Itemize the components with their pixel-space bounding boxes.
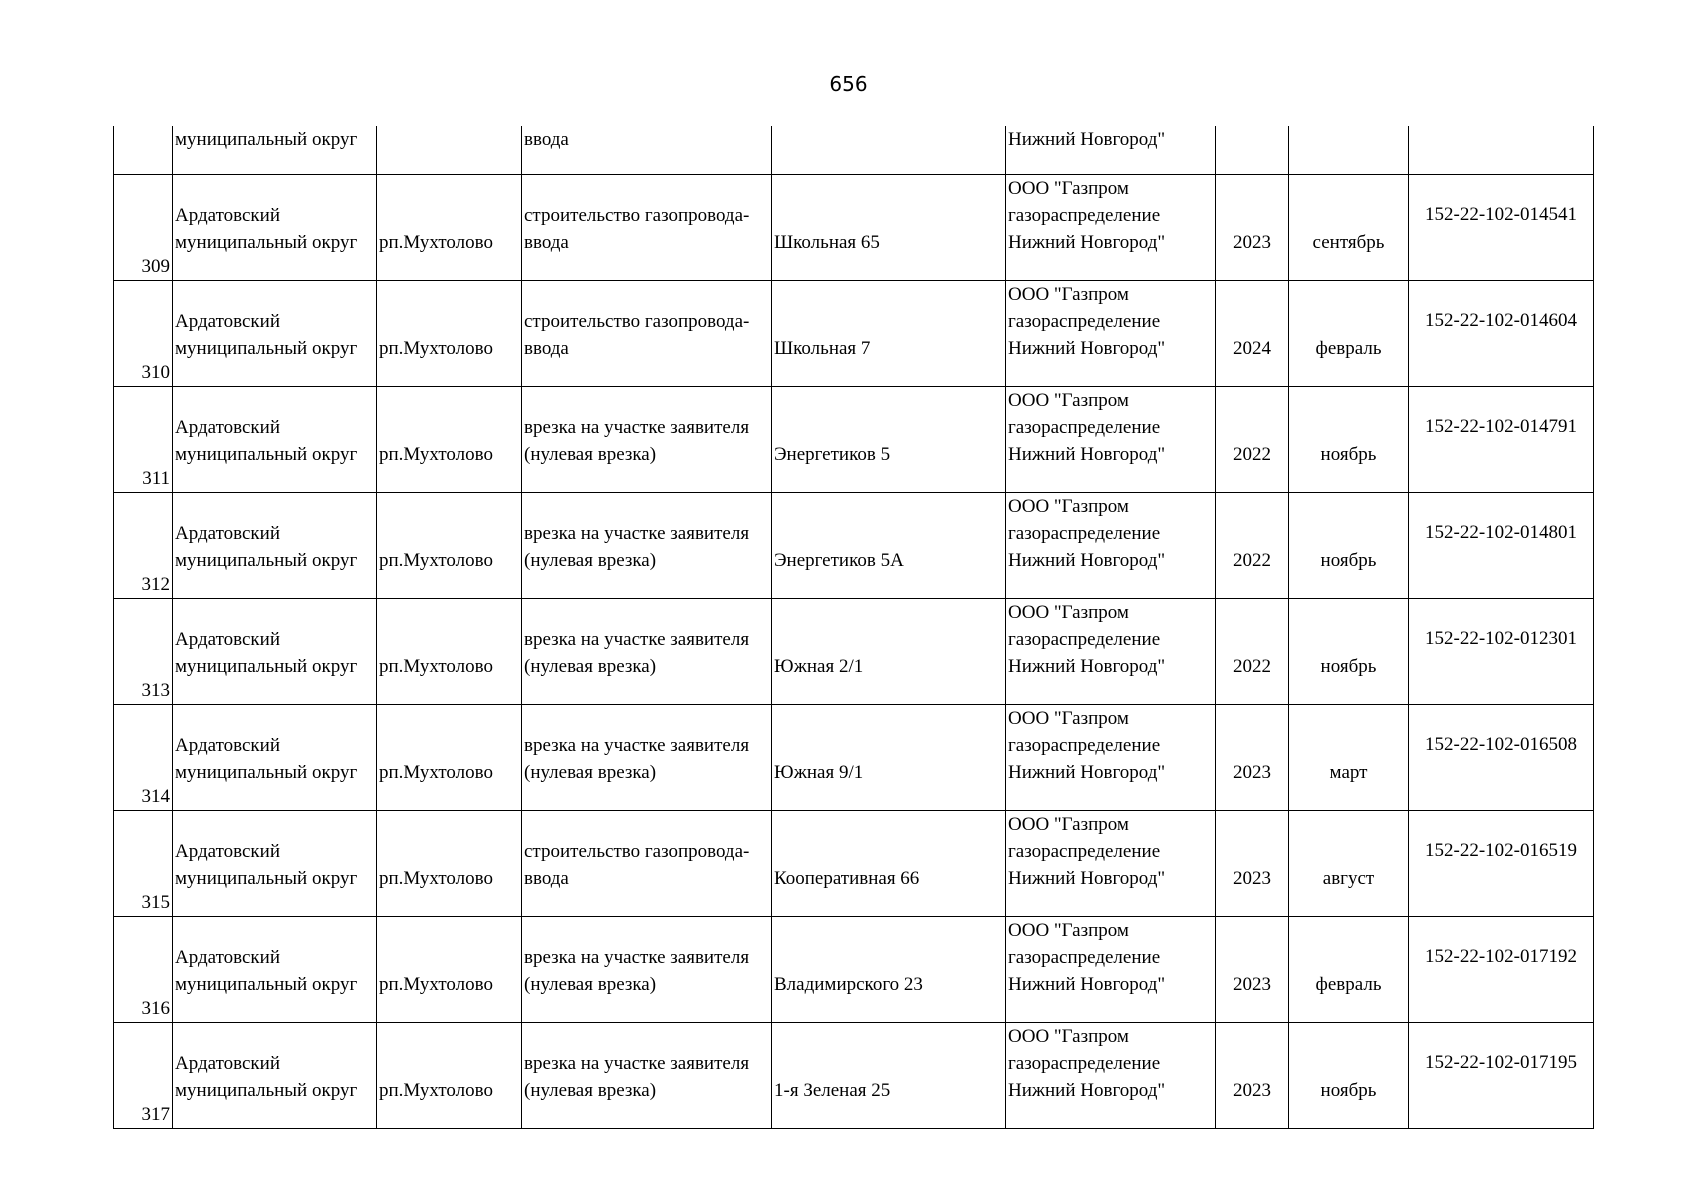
- address-text: Школьная 7: [774, 338, 871, 359]
- month-text: февраль: [1315, 974, 1382, 995]
- cell-code: [1409, 387, 1594, 493]
- code-text: 152-22-102-014604: [1425, 310, 1577, 331]
- cell-address: [772, 599, 1006, 705]
- organization-line: газораспределение: [1008, 629, 1161, 650]
- cell-address: [772, 126, 1006, 175]
- cell-code: [1409, 599, 1594, 705]
- year-text: 2023: [1233, 868, 1271, 889]
- cell-number: [114, 811, 173, 917]
- cell-district: [173, 281, 377, 387]
- work-type-line: строительство газопровода-: [524, 311, 750, 332]
- district-line: муниципальный округ: [175, 232, 358, 253]
- cell-work-type: [522, 493, 772, 599]
- district-line: муниципальный округ: [175, 762, 358, 783]
- cell-work-type: [522, 1023, 772, 1129]
- organization-line: газораспределение: [1008, 311, 1161, 332]
- cell-work-type: ввода: [522, 126, 772, 175]
- cell-month: [1289, 126, 1409, 175]
- year-text: 2024: [1233, 338, 1271, 359]
- row-number: 313: [141, 680, 170, 701]
- address-text: Владимирского 23: [774, 974, 923, 995]
- cell-district: [173, 387, 377, 493]
- row-number: 314: [141, 786, 170, 807]
- cell-code: [1409, 175, 1594, 281]
- month-text: февраль: [1315, 338, 1382, 359]
- cell-work-type: [522, 599, 772, 705]
- district-line: муниципальный округ: [175, 550, 358, 571]
- address-text: Кооперативная 66: [774, 868, 920, 889]
- year-text: 2023: [1233, 232, 1271, 253]
- cell-number: [114, 599, 173, 705]
- year-text: 2022: [1233, 444, 1271, 465]
- table-row: [114, 175, 1594, 281]
- district-line: Ардатовский: [175, 417, 280, 438]
- month-text: ноябрь: [1320, 1080, 1377, 1101]
- page-number: 656: [829, 72, 868, 96]
- district-line: Ардатовский: [175, 947, 280, 968]
- cell-number: [114, 705, 173, 811]
- table-row: [114, 1023, 1594, 1129]
- work-type-line: (нулевая врезка): [524, 762, 657, 783]
- cell-organization: Нижний Новгород": [1006, 126, 1216, 175]
- organization-line: ООО "Газпром: [1008, 920, 1129, 941]
- organization-line: ООО "Газпром: [1008, 496, 1129, 517]
- cell-year: [1216, 175, 1289, 281]
- cell-locality: [377, 493, 522, 599]
- cell-year: [1216, 705, 1289, 811]
- year-text: 2022: [1233, 656, 1271, 677]
- cell-code: [1409, 493, 1594, 599]
- locality-text: рп.Мухтолово: [379, 232, 493, 253]
- data-table: [113, 126, 1594, 1129]
- organization-line: газораспределение: [1008, 1053, 1161, 1074]
- locality-text: рп.Мухтолово: [379, 974, 493, 995]
- cell-address: [772, 493, 1006, 599]
- month-text: ноябрь: [1320, 656, 1377, 677]
- work-type-line: врезка на участке заявителя: [524, 523, 750, 544]
- cell-work-type: [522, 811, 772, 917]
- table-body: [114, 126, 1594, 1129]
- address-text: Энергетиков 5А: [774, 550, 904, 571]
- cell-work-type: [522, 705, 772, 811]
- cell-locality: [377, 811, 522, 917]
- cell-month: [1289, 917, 1409, 1023]
- cell-year: [1216, 1023, 1289, 1129]
- row-number: 312: [141, 574, 170, 595]
- cell-code: [1409, 126, 1594, 175]
- cell-year: [1216, 387, 1289, 493]
- code-text: 152-22-102-014801: [1425, 522, 1577, 543]
- cell-address: [772, 175, 1006, 281]
- code-text: 152-22-102-012301: [1425, 628, 1577, 649]
- organization-line: газораспределение: [1008, 947, 1161, 968]
- organization-line: Нижний Новгород": [1008, 656, 1166, 677]
- cell-address: [772, 705, 1006, 811]
- year-text: 2023: [1233, 1080, 1271, 1101]
- district-line: муниципальный округ: [175, 338, 358, 359]
- cell-number: [114, 281, 173, 387]
- cell-number: [114, 493, 173, 599]
- code-text: 152-22-102-014791: [1425, 416, 1577, 437]
- code-text: 152-22-102-016519: [1425, 840, 1577, 861]
- cell-month: [1289, 175, 1409, 281]
- table-row-continuation: [114, 126, 1594, 175]
- cell-work-type: [522, 387, 772, 493]
- year-text: 2022: [1233, 550, 1271, 571]
- cell-year: [1216, 281, 1289, 387]
- cell-locality: [377, 917, 522, 1023]
- locality-text: рп.Мухтолово: [379, 656, 493, 677]
- month-text: март: [1329, 762, 1368, 783]
- cell-year: [1216, 493, 1289, 599]
- cell-locality: [377, 599, 522, 705]
- work-type-line: врезка на участке заявителя: [524, 735, 750, 756]
- cell-number: [114, 917, 173, 1023]
- cell-address: [772, 281, 1006, 387]
- year-text: 2023: [1233, 762, 1271, 783]
- address-text: Южная 2/1: [774, 656, 864, 677]
- work-type-line: врезка на участке заявителя: [524, 629, 750, 650]
- district-line: муниципальный округ: [175, 1080, 358, 1101]
- code-text: 152-22-102-016508: [1425, 734, 1577, 755]
- work-type-line: (нулевая врезка): [524, 656, 657, 677]
- cell-organization: [1006, 1023, 1216, 1129]
- cell-number: [114, 126, 173, 175]
- district-line: муниципальный округ: [175, 868, 358, 889]
- district-line: Ардатовский: [175, 205, 280, 226]
- month-text: ноябрь: [1320, 550, 1377, 571]
- cell-organization: [1006, 493, 1216, 599]
- cell-district: [173, 917, 377, 1023]
- locality-text: рп.Мухтолово: [379, 868, 493, 889]
- cell-organization: [1006, 175, 1216, 281]
- cell-organization: [1006, 705, 1216, 811]
- work-type-line: ввода: [524, 338, 569, 359]
- work-type-line: строительство газопровода-: [524, 841, 750, 862]
- district-line: муниципальный округ: [175, 656, 358, 677]
- cell-locality: [377, 1023, 522, 1129]
- organization-line: Нижний Новгород": [1008, 444, 1166, 465]
- cell-organization: [1006, 917, 1216, 1023]
- cell-code: [1409, 811, 1594, 917]
- table-row: [114, 387, 1594, 493]
- row-number: 309: [141, 256, 170, 277]
- month-text: август: [1322, 868, 1375, 889]
- locality-text: рп.Мухтолово: [379, 338, 493, 359]
- cell-address: [772, 811, 1006, 917]
- cell-code: [1409, 705, 1594, 811]
- cell-district: [173, 705, 377, 811]
- organization-line: газораспределение: [1008, 523, 1161, 544]
- address-text: Южная 9/1: [774, 762, 864, 783]
- work-type-line: (нулевая врезка): [524, 550, 657, 571]
- month-text: сентябрь: [1312, 232, 1385, 253]
- table-row: [114, 917, 1594, 1023]
- table-row: [114, 811, 1594, 917]
- cell-organization: [1006, 811, 1216, 917]
- work-type-line: (нулевая врезка): [524, 444, 657, 465]
- district-line: муниципальный округ: [175, 444, 358, 465]
- organization-line: Нижний Новгород": [1008, 338, 1166, 359]
- row-number: 317: [141, 1104, 170, 1125]
- cell-locality: [377, 175, 522, 281]
- organization-line: ООО "Газпром: [1008, 390, 1129, 411]
- cell-number: [114, 1023, 173, 1129]
- cell-locality: [377, 281, 522, 387]
- organization-line: ООО "Газпром: [1008, 284, 1129, 305]
- cell-work-type: [522, 917, 772, 1023]
- cell-organization: [1006, 281, 1216, 387]
- district-line: Ардатовский: [175, 311, 280, 332]
- locality-text: рп.Мухтолово: [379, 444, 493, 465]
- year-text: 2023: [1233, 974, 1271, 995]
- table-row: [114, 281, 1594, 387]
- work-type-line: ввода: [524, 232, 569, 253]
- organization-line: Нижний Новгород": [1008, 974, 1166, 995]
- code-text: 152-22-102-017195: [1425, 1052, 1577, 1073]
- organization-line: газораспределение: [1008, 417, 1161, 438]
- address-text: Энергетиков 5: [774, 444, 891, 465]
- locality-text: рп.Мухтолово: [379, 1080, 493, 1101]
- organization-line: газораспределение: [1008, 735, 1161, 756]
- work-type-line: врезка на участке заявителя: [524, 947, 750, 968]
- cell-code: [1409, 1023, 1594, 1129]
- cell-district: [173, 175, 377, 281]
- month-text: ноябрь: [1320, 444, 1377, 465]
- cell-month: [1289, 705, 1409, 811]
- work-type-line: ввода: [524, 868, 569, 889]
- table-row: [114, 493, 1594, 599]
- locality-text: рп.Мухтолово: [379, 762, 493, 783]
- cell-year: [1216, 126, 1289, 175]
- cell-month: [1289, 811, 1409, 917]
- work-type-line: врезка на участке заявителя: [524, 1053, 750, 1074]
- work-type-line: строительство газопровода-: [524, 205, 750, 226]
- cell-organization: [1006, 387, 1216, 493]
- organization-line: ООО "Газпром: [1008, 814, 1129, 835]
- locality-text: рп.Мухтолово: [379, 550, 493, 571]
- address-text: 1-я Зеленая 25: [774, 1080, 891, 1101]
- organization-line: газораспределение: [1008, 841, 1161, 862]
- cell-address: [772, 1023, 1006, 1129]
- organization-line: Нижний Новгород": [1008, 550, 1166, 571]
- cell-district: [173, 599, 377, 705]
- row-number: 316: [141, 998, 170, 1019]
- organization-line: Нижний Новгород": [1008, 1080, 1166, 1101]
- cell-year: [1216, 917, 1289, 1023]
- work-type-line: (нулевая врезка): [524, 1080, 657, 1101]
- address-text: Школьная 65: [774, 232, 880, 253]
- cell-locality: [377, 387, 522, 493]
- cell-year: [1216, 599, 1289, 705]
- cell-work-type: [522, 175, 772, 281]
- cell-code: [1409, 281, 1594, 387]
- organization-line: ООО "Газпром: [1008, 708, 1129, 729]
- cell-month: [1289, 1023, 1409, 1129]
- code-text: 152-22-102-014541: [1425, 204, 1577, 225]
- organization-line: газораспределение: [1008, 205, 1161, 226]
- cell-district: [173, 811, 377, 917]
- row-number: 315: [141, 892, 170, 913]
- district-line: Ардатовский: [175, 735, 280, 756]
- cell-month: [1289, 493, 1409, 599]
- cell-month: [1289, 387, 1409, 493]
- cell-address: [772, 387, 1006, 493]
- organization-line: Нижний Новгород": [1008, 232, 1166, 253]
- work-type-line: (нулевая врезка): [524, 974, 657, 995]
- table-row: [114, 599, 1594, 705]
- organization-line: ООО "Газпром: [1008, 1026, 1129, 1047]
- organization-line: Нижний Новгород": [1008, 762, 1166, 783]
- row-number: 311: [142, 468, 170, 489]
- district-line: Ардатовский: [175, 629, 280, 650]
- district-line: Ардатовский: [175, 841, 280, 862]
- row-number: 310: [141, 362, 170, 383]
- cell-organization: [1006, 599, 1216, 705]
- district-line: Ардатовский: [175, 1053, 280, 1074]
- organization-line: Нижний Новгород": [1008, 868, 1166, 889]
- cell-number: [114, 387, 173, 493]
- cell-number: [114, 175, 173, 281]
- organization-line: ООО "Газпром: [1008, 602, 1129, 623]
- cell-district: муниципальный округ: [173, 126, 377, 175]
- cell-year: [1216, 811, 1289, 917]
- district-line: Ардатовский: [175, 523, 280, 544]
- district-line: муниципальный округ: [175, 974, 358, 995]
- cell-code: [1409, 917, 1594, 1023]
- cell-month: [1289, 281, 1409, 387]
- table-row: [114, 705, 1594, 811]
- cell-work-type: [522, 281, 772, 387]
- cell-locality: [377, 705, 522, 811]
- organization-line: ООО "Газпром: [1008, 178, 1129, 199]
- code-text: 152-22-102-017192: [1425, 946, 1577, 967]
- cell-address: [772, 917, 1006, 1023]
- cell-locality: [377, 126, 522, 175]
- cell-district: [173, 493, 377, 599]
- cell-district: [173, 1023, 377, 1129]
- cell-month: [1289, 599, 1409, 705]
- work-type-line: врезка на участке заявителя: [524, 417, 750, 438]
